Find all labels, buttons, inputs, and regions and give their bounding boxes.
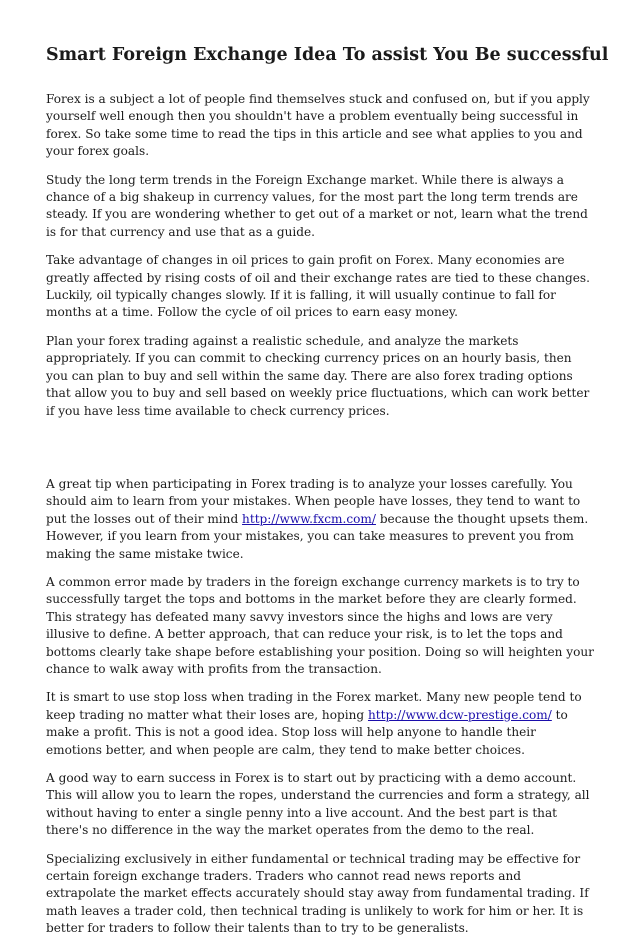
paragraph-3: Take advantage of changes in oil prices to gain profit on Forex. Many economies are greatly affected by rising costs of oil and their exchange rates are tied to these changes. Luckily, oil typically changes slowly. If it is falling, it will usually continue to fall for months at a time. Follow the cycle of oil prices to earn easy money. <box>46 253 590 320</box>
paragraph-5 <box>46 476 594 563</box>
paragraph-5-text-after: because the thought upsets them. However, if you learn from your mistakes, you can take measures to prevent you from making the same mistake twice. <box>46 511 589 561</box>
paragraph-7 <box>46 689 594 759</box>
document-title: Smart Foreign Exchange Idea To assist You Be successful <box>46 45 609 65</box>
fxcm-link[interactable]: http://www.fxcm.com/ <box>242 511 376 526</box>
paragraph-4: Plan your forex trading against a realistic schedule, and analyze the markets appropriately. If you can commit to checking currency prices on an hourly basis, then you can plan to buy and sell within the same day. There are also forex trading options that allow you to buy and sell based on weekly price fluctuations, which can work better if you have less time available to check currency prices. <box>46 333 590 418</box>
paragraph-7-text-after: to make a profit. This is not a good idea. Stop loss will help anyone to handle their emotions better, and when people are calm, they tend to make better choices. <box>46 707 568 757</box>
paragraph-9: Specializing exclusively in either fundamental or technical trading may be effective for certain foreign exchange traders. Traders who cannot read news reports and extrapolate the market effects accurately should stay away from fundamental trading. If math leaves a trader cold, then technical trading is unlikely to work for him or her. It is better for traders to follow their talents than to try to be generalists. <box>46 851 589 936</box>
dcw-prestige-link[interactable]: http://www.dcw-prestige.com/ <box>367 707 552 722</box>
paragraph-7-text-before: It is smart to use stop loss when trading in the Forex market. Many new people tend to keep trading no matter what their loses are, hoping <box>46 690 582 722</box>
paragraph-8: A good way to earn success in Forex is to start out by practicing with a demo account. This will allow you to learn the ropes, understand the currencies and form a strategy, all without having to enter a single penny into a live account. And the best part is that there's no difference in the way the market operates from the demo to the real. <box>46 771 590 838</box>
paragraph-2: Study the long term trends in the Foreign Exchange market. While there is always a chance of a big shakeup in currency values, for the most part the long term trends are steady. If you are wondering whether to get out of a market or not, learn what the trend is for that currency and use that as a guide. <box>46 172 588 239</box>
document-page <box>46 44 609 949</box>
paragraph-5-text-before: A great tip when participating in Forex trading is to analyze your losses carefully. You should aim to learn from your mistakes. When people have losses, they tend to want to put the losses out of their mind <box>46 476 581 526</box>
paragraph-1: Forex is a subject a lot of people find themselves stuck and confused on, but if you apply yourself well enough then you shouldn't have a problem eventually being successful in forex. So take some time to read the tips in this article and see what applies to you and your forex goals. <box>46 92 590 159</box>
paragraph-6: A common error made by traders in the foreign exchange currency markets is to try to successfully target the tops and bottoms in the market before they are clearly formed. This strategy has defeated many savvy investors since the highs and lows are very illusive to define. A better approach, that can reduce your risk, is to let the tops and bottoms clearly take shape before establishing your position. Doing so will heighten your chance to walk away with profits from the transaction. <box>46 574 594 676</box>
